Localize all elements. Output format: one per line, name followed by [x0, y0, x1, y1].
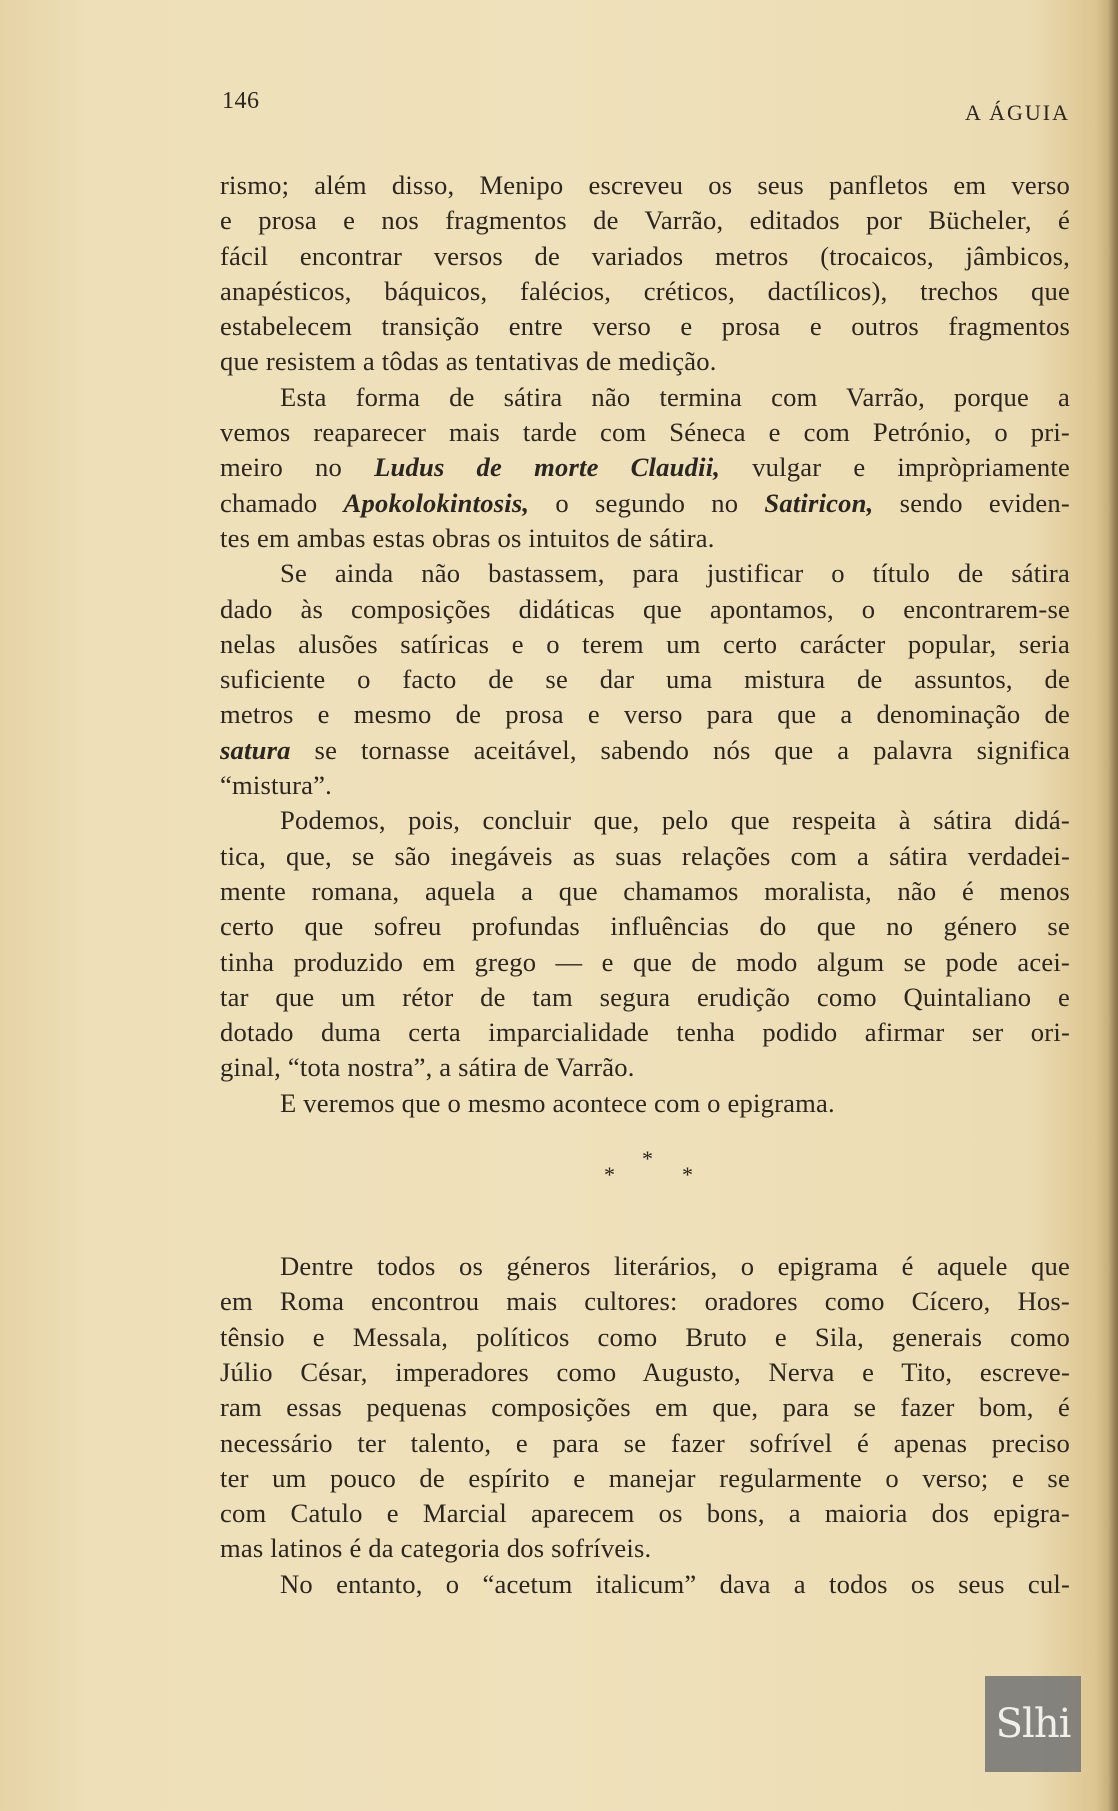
text-line: satura se tornasse aceitável, sabendo nós que a palavra significa	[220, 734, 1070, 765]
text-line: que resistem a tôdas as tentativas de medição.	[220, 346, 717, 377]
running-head: A ÁGUIA	[964, 100, 1070, 125]
text-line: mente romana, aquela a que chamamos moralista, não é menos	[220, 875, 1070, 906]
text-line: meiro no Ludus de morte Claudii, vulgar e impròpriamente	[220, 452, 1070, 483]
text-line: Podemos, pois, concluir que, pelo que respeita à sátira didá-	[280, 805, 1070, 836]
text-line: Dentre todos os géneros literários, o epigrama é aquele que	[280, 1251, 1070, 1282]
text-line: vemos reaparecer mais tarde com Séneca e com Petrónio, o pri-	[220, 417, 1070, 448]
text-line: rismo; além disso, Menipo escreveu os seus panfletos em verso	[220, 170, 1070, 200]
text-line: tar que um rétor de tam segura erudição como Quintaliano e	[220, 981, 1070, 1012]
page-number: 146	[222, 88, 260, 114]
text-line: em Roma encontrou mais cultores: oradores como Cícero, Hos-	[220, 1286, 1070, 1317]
asterism-star: *	[642, 1146, 654, 1172]
text-line: E veremos que o mesmo acontece com o epigrama.	[280, 1087, 835, 1118]
body-text	[220, 168, 1070, 1602]
text-line: chamado Apokolokintosis, o segundo no Satiricon, sendo eviden-	[220, 487, 1070, 518]
text-line: fácil encontrar versos de variados metros (trocaicos, jâmbicos,	[220, 240, 1070, 271]
text-line: suficiente o facto de se dar uma mistura de assuntos, de	[220, 664, 1070, 695]
asterism-star: *	[682, 1162, 694, 1188]
text-line: tinha produzido em grego — e que de modo algum se pode acei-	[220, 946, 1070, 977]
text-line: ginal, “tota nostra”, a sátira de Varrão.	[220, 1052, 635, 1083]
text-line: dado às composições didáticas que apontamos, o encontrarem-se	[220, 593, 1070, 624]
text-line: tes em ambas estas obras os intuitos de sátira.	[220, 522, 715, 553]
text-line: tica, que, se são inegáveis as suas relações com a sátira verdadei-	[220, 840, 1070, 871]
text-line: Se ainda não bastassem, para justificar o título de sátira	[280, 558, 1070, 589]
latin-term: satura	[220, 734, 291, 765]
text-line: estabelecem transição entre verso e prosa e outros fragmentos	[220, 311, 1070, 342]
text-line: ter um pouco de espírito e manejar regularmente o verso; e se	[220, 1462, 1070, 1493]
text-line: metros e mesmo de prosa e verso para que a denominação de	[220, 699, 1070, 730]
work-title: Apokolokintosis,	[343, 487, 530, 518]
text-line: certo que sofreu profundas influências do que no género se	[220, 911, 1070, 942]
text-line: necessário ter talento, e para se fazer sofrível é apenas preciso	[220, 1427, 1070, 1458]
text-line: Esta forma de sátira não termina com Varrão, porque a	[280, 381, 1070, 412]
asterism-star: *	[604, 1162, 616, 1188]
text-line: dotado duma certa imparcialidade tenha podido afirmar ser ori-	[220, 1017, 1070, 1048]
text-line: e prosa e nos fragmentos de Varrão, editados por Bücheler, é	[220, 205, 1070, 236]
text-line: nelas alusões satíricas e o terem um certo carácter popular, seria	[220, 628, 1070, 659]
text-line: com Catulo e Marcial aparecem os bons, a maioria dos epigra-	[220, 1498, 1070, 1529]
section-separator	[220, 1121, 1070, 1249]
text-line: mas latinos é da categoria dos sofríveis.	[220, 1533, 652, 1564]
text-line: anapésticos, báquicos, falécios, créticos, dactílicos), trechos que	[220, 275, 1070, 306]
text-line: “mistura”.	[220, 770, 333, 801]
library-logo: Slhi	[985, 1676, 1081, 1772]
text-line: Júlio César, imperadores como Augusto, Nerva e Tito, escreve-	[220, 1356, 1070, 1387]
page-edge-shadow	[1108, 0, 1118, 1811]
work-title: Ludus de morte Claudii,	[374, 452, 721, 483]
text-line: ram essas pequenas composições em que, para se fazer bom, é	[220, 1392, 1070, 1423]
text-line: No entanto, o “acetum italicum” dava a todos os seus cul-	[280, 1568, 1070, 1599]
work-title: Satiricon,	[764, 487, 874, 518]
text-line: tênsio e Messala, políticos como Bruto e Sila, generais como	[220, 1321, 1070, 1352]
